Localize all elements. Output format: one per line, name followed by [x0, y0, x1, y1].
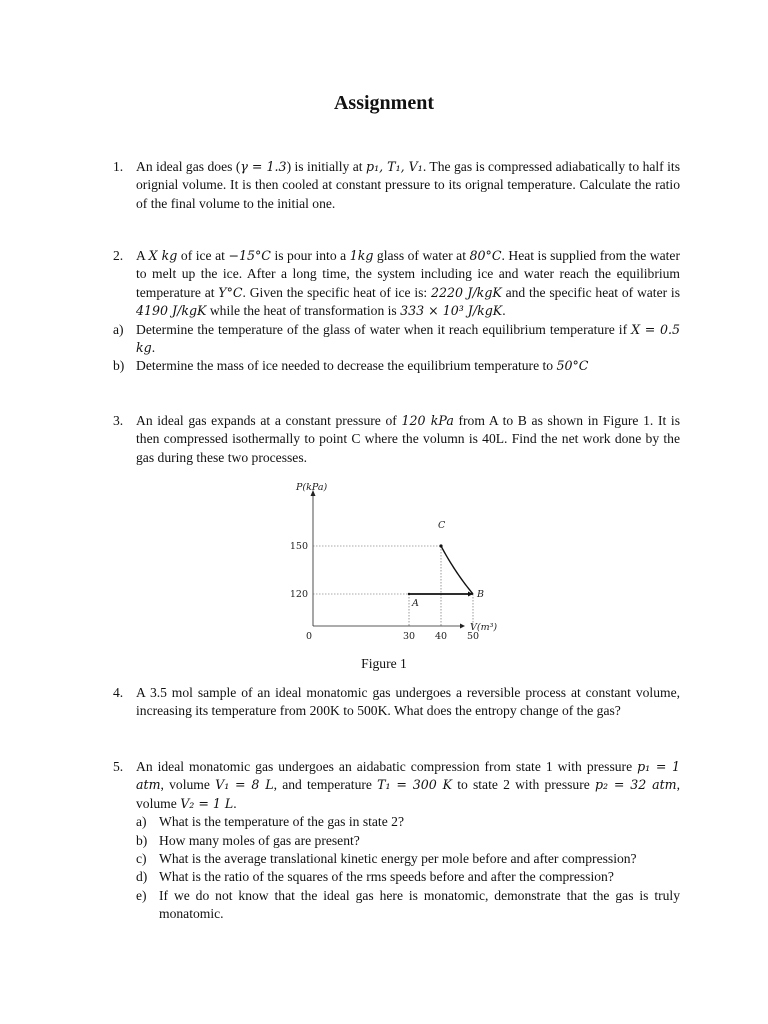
math-v2: V₂ = 1 L [180, 795, 234, 811]
x-tick-label: 50 [466, 631, 480, 642]
text-run: . The gas is compressed adiabatically to half its orignial volume. It is then cooled at constant pressure to its orignal temperature. Calculate the ratio of the final volume to the initial one. [136, 159, 680, 211]
text-run: A [136, 248, 149, 263]
subquestion-b [136, 832, 680, 850]
point-c-marker [439, 544, 442, 547]
subquestion-a [113, 321, 680, 358]
math-x-value: X = 0.5 kg [136, 321, 680, 356]
point-label-a: A [412, 598, 419, 609]
question-4 [113, 684, 680, 721]
math-initial-state: p₁, T₁, V₁ [366, 159, 423, 174]
text-run: from A to B as shown in Figure 1. It is then compressed isothermally to point C where the volumn is 40L. Find the net work done by the gas during these two processes. [136, 413, 680, 465]
subquestion-d [136, 868, 680, 886]
subquestion-label: b) [113, 358, 125, 374]
text-run: and the specific heat of water is [501, 284, 680, 300]
subquestion-text: What is the ratio of the squares of the rms speeds before and after the compression? [159, 869, 614, 885]
question-text [136, 412, 680, 467]
question-3 [113, 412, 680, 467]
question-5 [113, 758, 680, 924]
subquestion-label: e) [136, 887, 147, 903]
text-run: , volume [136, 777, 680, 811]
math-p1: p₁ = 1 atm [136, 759, 680, 793]
question-number: 2. [113, 248, 124, 263]
text-run: of ice at [177, 248, 229, 263]
question-text [136, 158, 680, 213]
math-t1: T₁ = 300 K [377, 777, 453, 793]
question-2 [113, 247, 680, 376]
math-eq-temp: Y°C [218, 284, 243, 300]
math-v1: V₁ = 8 L [215, 777, 274, 793]
subquestion-label: d) [136, 869, 148, 885]
math-pressure: 120 kPa [401, 413, 454, 428]
math-water-temp: 80°C [469, 248, 502, 263]
figure-caption: Figure 1 [361, 656, 407, 671]
question-number: 1. [113, 159, 124, 174]
text-run: ) is initially at [286, 159, 367, 174]
subquestion-c [136, 850, 680, 868]
text-run: Determine the temperature of the glass of water when it reach equilibrium temperature if [136, 321, 632, 337]
text-run: Determine the mass of ice needed to decrease the equilibrium temperature to [136, 358, 557, 374]
text-run: , volume [160, 777, 216, 793]
text-run: . Heat is supplied from the water to melt up the ice. After a long time, the system including ice and water reach the equilibrium temperature at [136, 248, 680, 300]
question-number: 4. [113, 685, 124, 700]
isothermal-curve-b-c [441, 546, 473, 594]
text-run: glass of water at [373, 248, 470, 263]
subquestion-text: How many moles of gas are present? [159, 832, 360, 848]
pv-diagram [280, 476, 510, 646]
x-tick-label: 30 [402, 631, 416, 642]
math-target-temp: 50°C [556, 358, 589, 374]
question-number: 3. [113, 413, 124, 428]
x-tick-label: 40 [434, 631, 448, 642]
point-label-b: B [477, 589, 484, 600]
math-c-ice: 2220 J/kgK [430, 284, 502, 300]
text-run: . [151, 340, 156, 356]
y-axis-label: P(kPa) [296, 482, 328, 493]
page-title: Assignment [333, 92, 434, 114]
subquestion-text: If we do not know that the ideal gas here is monatomic, demonstrate that the gas is truly monatomic. [159, 887, 680, 922]
text-run: , and temperature [273, 777, 378, 793]
text-run: while the heat of transformation is [206, 303, 401, 319]
origin-label: 0 [305, 631, 313, 642]
text-run: to state 2 with pressure [452, 777, 595, 793]
question-text [136, 758, 680, 813]
text-run: . [233, 795, 237, 811]
text-run: . Given the specific heat of ice is: [242, 284, 431, 300]
subquestion-label: a) [136, 814, 147, 830]
math-latent-heat: 333 × 10³ J/kgK [400, 303, 503, 319]
y-tick-label: 150 [289, 541, 308, 552]
x-axis-arrow [460, 624, 465, 629]
math-mass-x: X kg [148, 248, 178, 263]
subquestion-b [113, 357, 680, 375]
math-c-water: 4190 J/kgK [136, 303, 207, 319]
subquestion-a [136, 813, 680, 831]
math-glass-mass: 1kg [349, 248, 374, 263]
math-gamma: γ = 1.3 [240, 159, 287, 174]
text-run: . [502, 303, 506, 319]
text-run: is pour into a [270, 248, 350, 263]
math-ice-temp: −15°C [228, 248, 271, 263]
point-label-c: C [438, 520, 446, 531]
subquestion-text: What is the temperature of the gas in state 2? [159, 814, 404, 830]
question-number: 5. [113, 759, 124, 774]
subquestion-label: c) [136, 851, 147, 867]
text-run: An ideal gas does ( [136, 159, 241, 174]
subquestion-label: b) [136, 832, 148, 848]
math-p2: p₂ = 32 atm [594, 777, 677, 793]
subquestion-label: a) [113, 321, 124, 337]
question-1 [113, 158, 680, 213]
subquestion-text: What is the average translational kinetic energy per mole before and after compression? [159, 851, 637, 867]
subquestion-e [136, 887, 680, 924]
text-run: An ideal gas expands at a constant pressure of [136, 413, 402, 428]
text-run: An ideal monatomic gas undergoes an aidabatic compression from state 1 with pressure [136, 759, 638, 774]
point-a-marker [408, 593, 410, 595]
x-axis-label: V(m³) [470, 622, 498, 633]
y-tick-label: 120 [289, 589, 308, 600]
question-text [136, 247, 680, 321]
question-text: A 3.5 mol sample of an ideal monatomic gas undergoes a reversible process at constant volume, increasing its temperature from 200K to 500K. What does the entropy change of the gas? [136, 685, 680, 719]
